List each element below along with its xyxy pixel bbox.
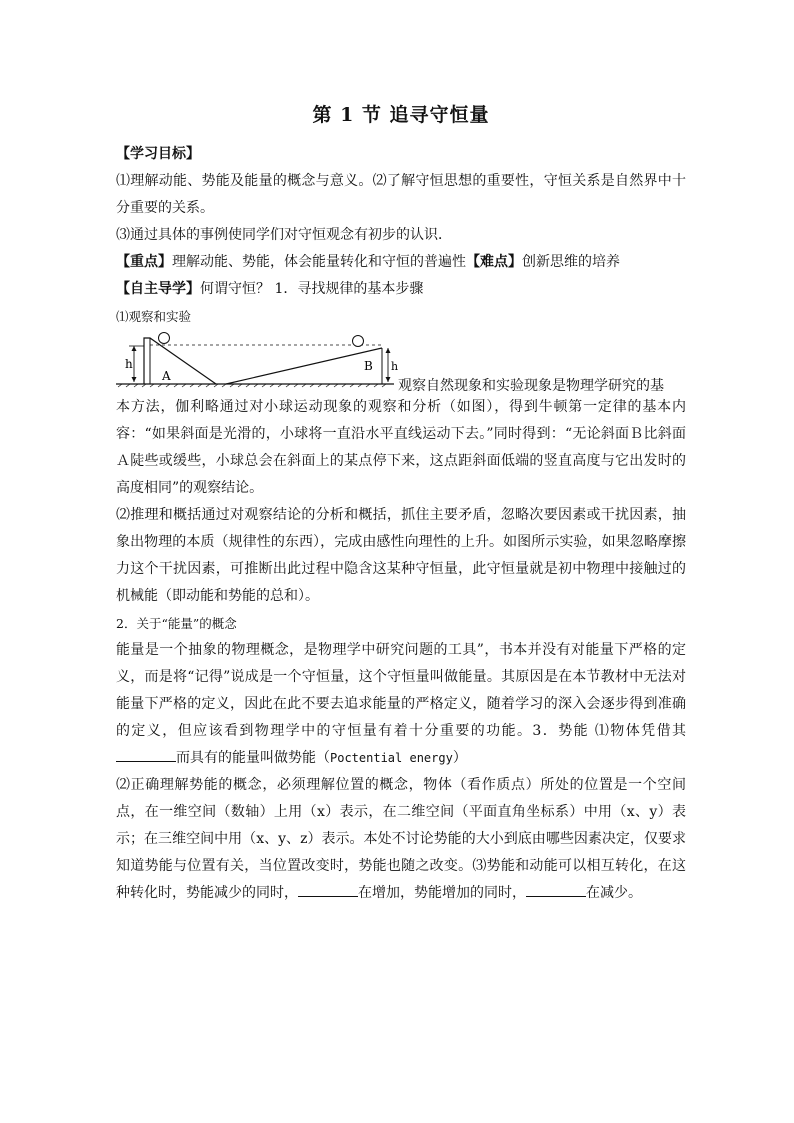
document-page — [116, 100, 686, 907]
difficulty-label: 【难点】 — [466, 254, 522, 270]
keypoint-label: 【重点】 — [116, 254, 172, 270]
potential-energy-english: Poctential energy — [330, 751, 453, 765]
potential-text-a: ⑵正确理解势能的概念，必须理解位置的概念，物体（看作质点）所处的位置是一个空间点，在一维空间（数轴）上用（x）表示，在二维空间（平面直角坐标系）中用（x、y）表示；在三维空间中用（x、y、z）表示。本处不讨论势能的大小到底由哪些因素决定，仅要求知道势能与位置有关，当位置改变时，势能也随之改变。⑶势能和动能可以相互转化，在这种转化时，势能减少的同时， — [116, 777, 686, 901]
keypoints-line — [116, 249, 686, 276]
galileo-incline-diagram — [116, 334, 399, 394]
paragraph-energy — [116, 637, 686, 772]
potential-text-b: 在增加，势能增加的同时， — [358, 885, 526, 901]
energy-text-c: ） — [452, 750, 467, 766]
incline-b — [226, 348, 382, 384]
step1-heading: ⑴观察和实验 — [116, 309, 192, 324]
selfstudy-text: 何谓守恒？ 1．寻找规律的基本步骤 — [200, 281, 424, 297]
ball-end — [353, 336, 364, 347]
label-h-right: h — [391, 360, 399, 373]
paragraph-potential — [116, 772, 686, 907]
potential-text-c: 在减少。 — [586, 885, 642, 901]
objective-item-1: ⑴理解动能、势能及能量的概念与意义。⑵了解守恒思想的重要性，守恒关系是自然界中十分重要的关系。 — [116, 173, 686, 216]
selfstudy-label: 【自主导学】 — [116, 281, 200, 297]
difficulty-text: 创新思维的培养 — [522, 254, 620, 270]
page-title: 第 1 节 追寻守恒量 — [312, 104, 490, 126]
objective-item-3: ⑶通过具体的事例使同学们对守恒观念有初步的认识． — [116, 227, 452, 243]
energy-text-b: 而具有的能量叫做势能（ — [176, 750, 330, 766]
fill-blank-3[interactable] — [526, 882, 586, 897]
selfstudy-line — [116, 276, 686, 303]
energy-text-a: 能量是一个抽象的物理概念，是物理学中研究问题的工具”，书本并没有对能量下严格的定义，而是将“记得”说成是一个守恒量，这个守恒量叫做能量。其原因是在本节教材中无法对能量下严格的定义，因此在此不要去追求能量的严格定义，随着学习的深入会逐步得到准确的定义，但应该看到物理学中的守恒量有着十分重要的功能。3．势能 ⑴物体凭借其 — [116, 642, 686, 739]
fill-blank-1[interactable] — [116, 747, 176, 762]
paragraph-observation: 本方法，伽利略通过对小球运动现象的观察和分析（如图），得到牛顿第一定律的基本内容：“如果斜面是光滑的，小球将一直沿水平直线运动下去。”同时得到：“无论斜面Ｂ比斜面Ａ陡些或缓些，小球总会在斜面上的某点停下来，这点距斜面低端的竖直高度与它出发时的高度相同”的观察结论。 — [116, 399, 686, 496]
energy-concept-heading: 2．关于“能量”的概念 — [116, 616, 237, 631]
fill-blank-2[interactable] — [298, 882, 358, 897]
objectives-heading: 【学习目标】 — [116, 146, 200, 162]
para1-inline-text: 观察自然现象和实验现象是物理学研究的基 — [398, 378, 664, 394]
keypoint-text: 理解动能、势能，体会能量转化和守恒的普遍性 — [172, 254, 466, 270]
paragraph-reasoning: ⑵推理和概括通过对观察结论的分析和概括，抓住主要矛盾，忽略次要因素或干扰因素，抽象出物理的本质（规律性的东西），完成由感性向理性的上升。如图所示实验，如果忽略摩擦力这个干扰因素，可推断出此过程中隐含这某种守恒量，此守恒量就是初中物理中接触过的机械能（即动能和势能的总和）。 — [116, 507, 686, 604]
ball-start — [159, 333, 170, 344]
label-b: B — [364, 359, 373, 373]
label-h-left: h — [125, 357, 133, 371]
label-a: A — [162, 369, 171, 383]
figure-row — [116, 334, 686, 394]
